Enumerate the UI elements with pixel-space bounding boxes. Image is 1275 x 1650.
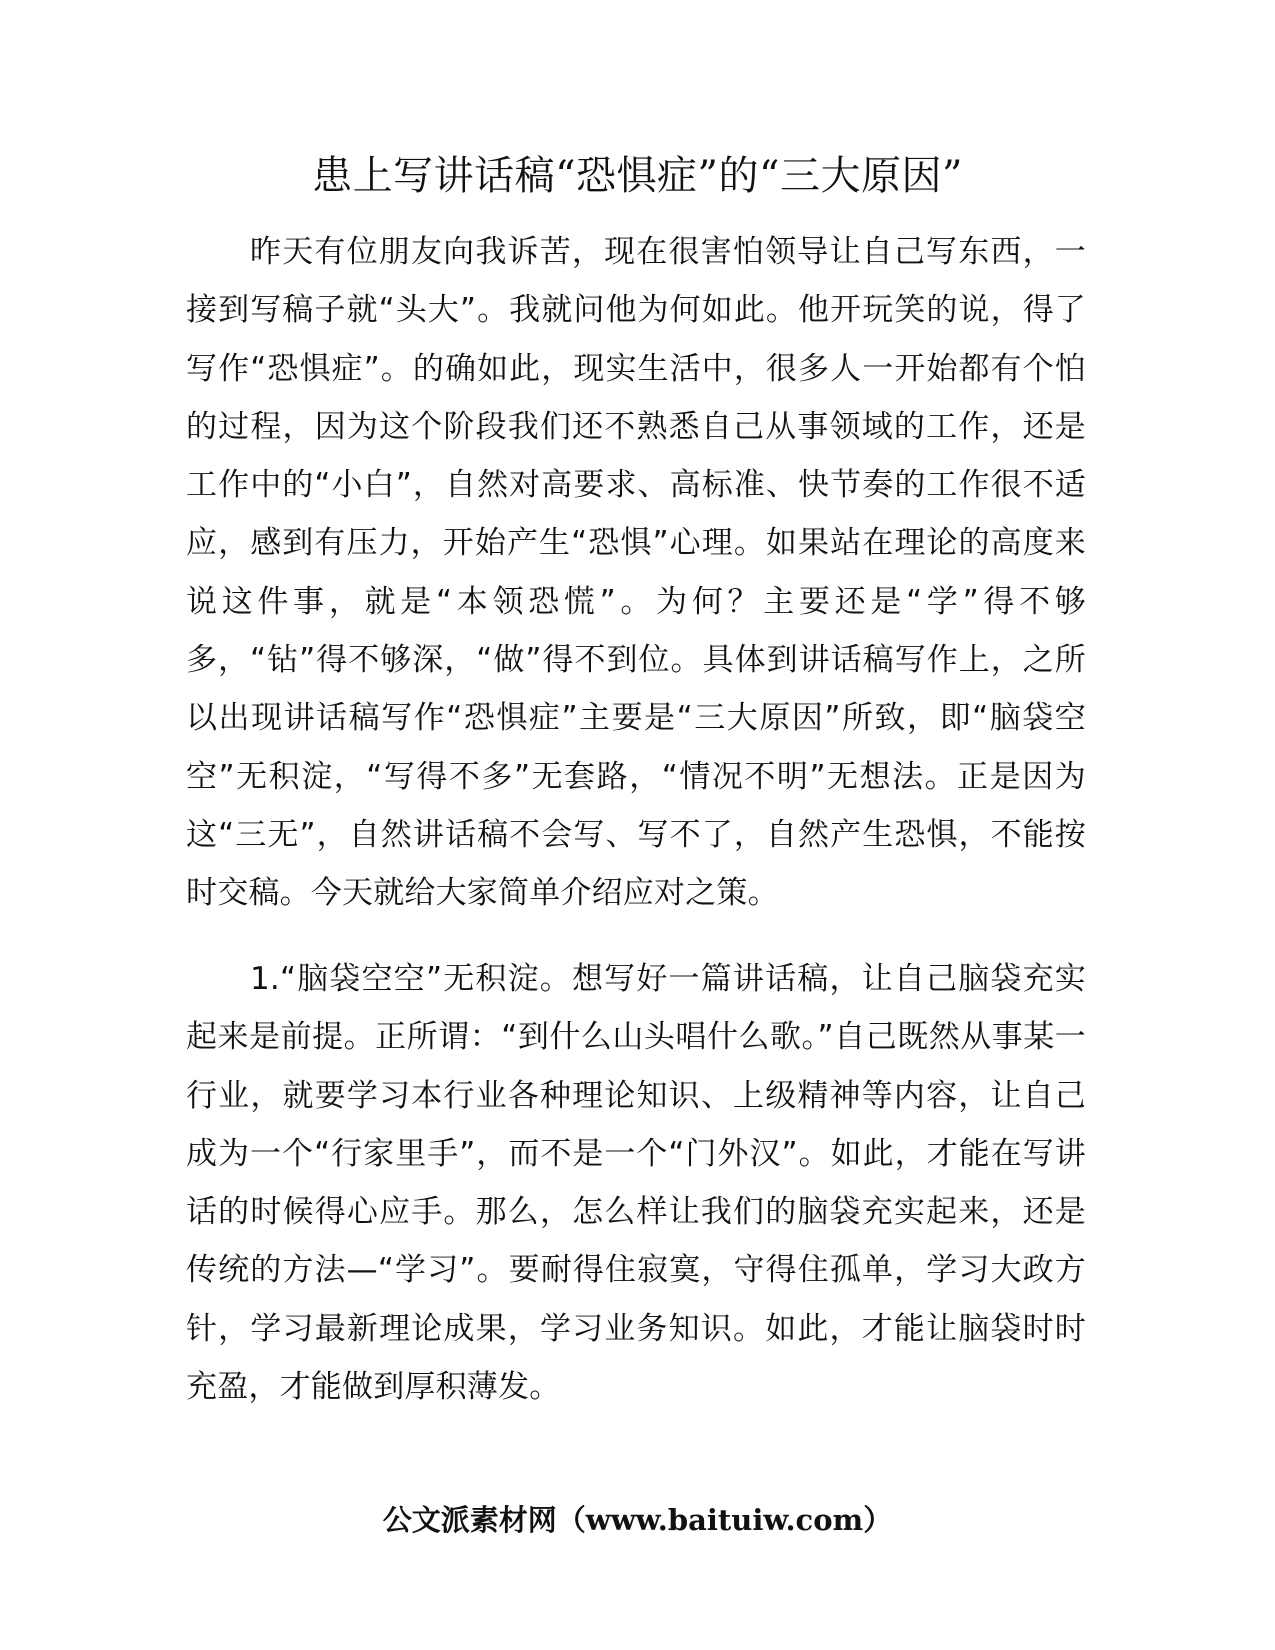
body-paragraph-point-1: 1.“脑袋空空”无积淀。想写好一篇讲话稿，让自己脑袋充实起来是前提。正所谓：“到什么山头唱什么歌。”自己既然从事某一行业，就要学习本行业各种理论知识、上级精神等内容，让自己成为一个“行家里手”，而不是一个“门外汉”。如此，才能在写讲话的时候得心应手。那么，怎么样让我们的脑袋充实起来，还是传统的方法—“学习”。要耐得住寂寞，守得住孤单，学习大政方针，学习最新理论成果，学习业务知识。如此，才能让脑袋时时充盈，才能做到厚积薄发。 (186, 961, 1086, 1406)
document-title: 患上写讲话稿“恐惧症”的“三大原因” (312, 153, 963, 199)
body-paragraph-intro: 昨天有位朋友向我诉苦，现在很害怕领导让自己写东西，一接到写稿子就“头大”。我就问他为何如此。他开玩笑的说，得了写作“恐惧症”。的确如此，现实生活中，很多人一开始都有个怕的过程，因为这个阶段我们还不熟悉自己从事领域的工作，还是工作中的“小白”，自然对高要求、高标准、快节奏的工作很不适应，感到有压力，开始产生“恐惧”心理。如果站在理论的高度来说这件事，就是“本领恐慌”。为何？主要还是“学”得不够多，“钻”得不够深，“做”得不到位。具体到讲话稿写作上，之所以出现讲话稿写作“恐惧症”主要是“三大原因”所致，即“脑袋空空”无积淀，“写得不多”无套路，“情况不明”无想法。正是因为这“三无”，自然讲话稿不会写、写不了，自然产生恐惧，不能按时交稿。今天就给大家简单介绍应对之策。 (186, 234, 1086, 912)
footer-source: 公文派素材网（www.baituiw.com） (382, 1503, 893, 1537)
